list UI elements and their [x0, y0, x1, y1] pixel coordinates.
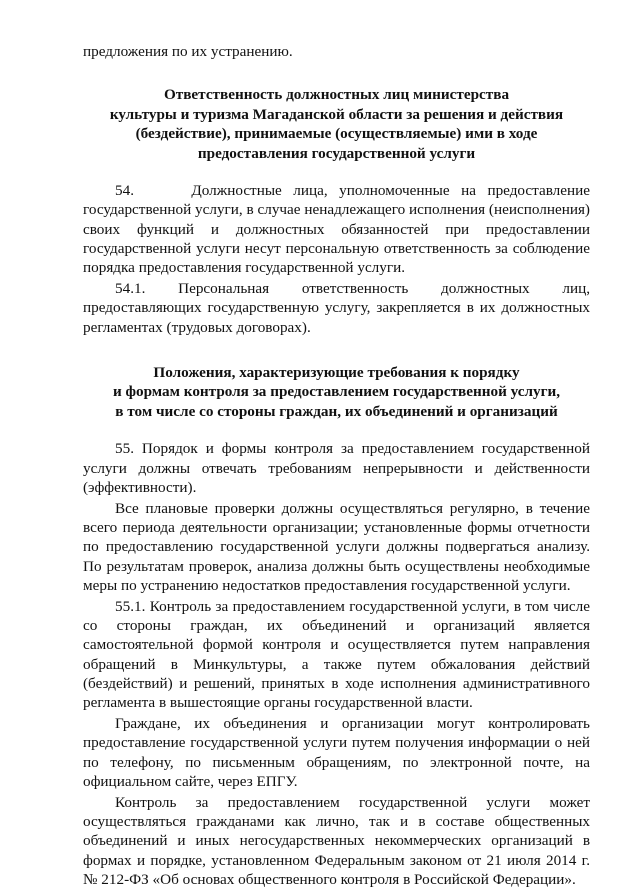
paragraph-55-1-citizens: Граждане, их объединения и организации могут контролировать предоставление государственной услуги путем получения информации о ней по телефону, по письменным обращениям, по электронной почте, на официальном сайте, через ЕПГУ.: [83, 715, 590, 790]
section-heading-control: [83, 363, 590, 422]
heading-line: культуры и туризма Магаданской области за решения и действия: [109, 105, 564, 123]
heading-line: Ответственность должностных лиц министерства: [163, 86, 510, 104]
document-page: [83, 42, 590, 889]
heading-line: Положения, характеризующие требования к порядку: [153, 363, 520, 381]
paragraph-54: 54. Должностные лица, уполномоченные на предоставление государственной услуги, в случае ненадлежащего исполнения (неисполнения) своих функций и должностных обязанностей при предоставлении государственной услуги несут персональную ответственность за соблюдение порядка предоставления государственной услуги.: [83, 182, 590, 277]
paragraph-55: 55. Порядок и формы контроля за предоставлением государственной услуги должны отвечать требованиям непрерывности и действенности (эффективности).: [83, 440, 590, 496]
paragraph-54-1: 54.1. Персональная ответственность должностных лиц, предоставляющих государственную услугу, закрепляется в их должностных регламентах (трудовых договорах).: [83, 280, 590, 336]
paragraph-55-inspections: Все плановые проверки должны осуществляться регулярно, в течение всего периода деятельности организации; установленные формы отчетности по предоставлению государственной услуги должны подвергаться анализу. По результатам проверок, анализа должны быть осуществлены необходимые меры по устранению недостатков предоставления государственной услуги.: [83, 499, 590, 594]
heading-line: (бездействие), принимаемые (осуществляемые) ими в ходе: [135, 125, 538, 143]
heading-line: предоставления государственной услуги: [197, 144, 476, 162]
section-heading-responsibility: [83, 85, 590, 163]
heading-line: в том числе со стороны граждан, их объединений и организаций: [115, 402, 558, 420]
paragraph-55-1: 55.1. Контроль за предоставлением государственной услуги, в том числе со стороны граждан, их объединений и организаций является самостоятельной формой контроля и осуществляется путем направления обращений в Минкультуры, а также путем обжалования действий (бездействий) и решений, принятых в ходе исполнения административного регламента в вышестоящие органы государственной власти.: [83, 597, 590, 711]
heading-line: и формам контроля за предоставлением государственной услуги,: [112, 383, 561, 401]
paragraph-55-1-public-control: Контроль за предоставлением государственной услуги может осуществляться гражданами как лично, так и в составе общественных объединений и иных негосударственных некоммерческих организаций в формах и порядке, установленном Федеральным законом от 21 июля 2014 г. № 212-ФЗ «Об основах общественного контроля в Российской Федерации».: [83, 793, 590, 888]
continuation-text: предложения по их устранению.: [83, 43, 293, 60]
